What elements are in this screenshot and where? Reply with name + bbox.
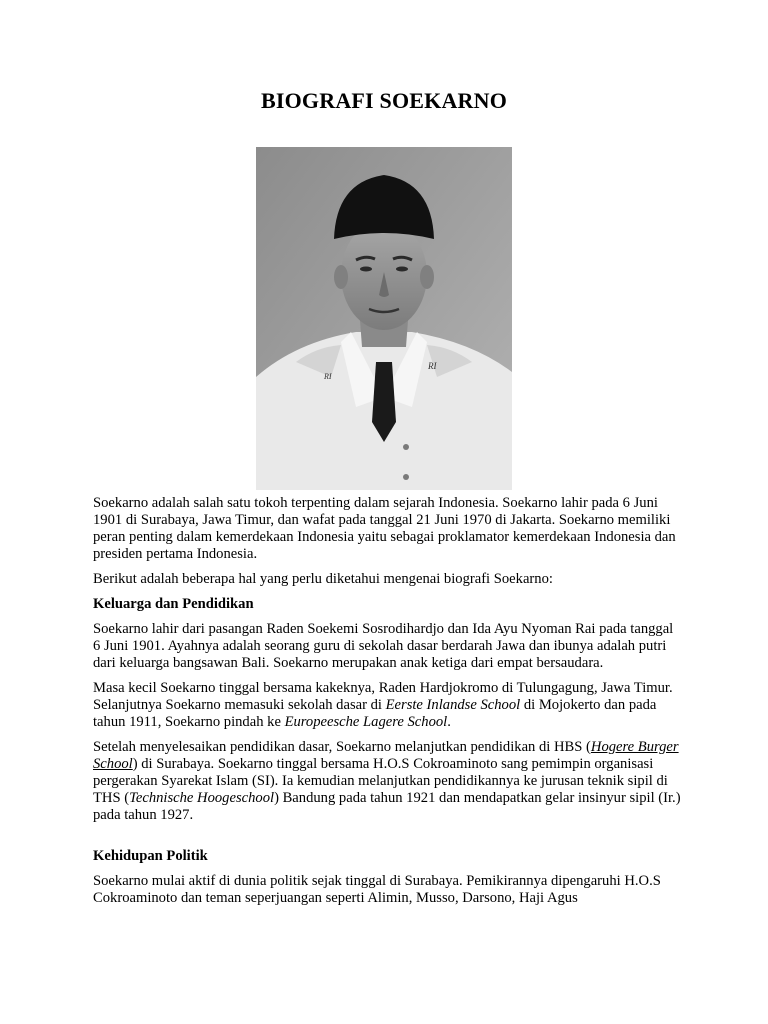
collar-insignia-left: RI bbox=[324, 372, 332, 381]
childhood-paragraph: Masa kecil Soekarno tinggal bersama kakeknya, Raden Hardjokromo di Tulungagung, Jawa Timur. Selanjutnya Soekarno memasuki sekolah dasar di Eerste Inlandse School di Mojokerto dan pada tahun 1911, Soekarno pindah ke Europeesche Lagere School. bbox=[93, 680, 673, 730]
collar-insignia-right: RI bbox=[428, 361, 437, 371]
hbs-link[interactable]: Hogere Burger School bbox=[93, 739, 679, 772]
section-heading-politics: Kehidupan Politik bbox=[93, 848, 208, 864]
education-paragraph: Setelah menyelesaikan pendidikan dasar, Soekarno melanjutkan pendidikan di HBS (Hogere Burger School) di Surabaya. Soekarno tinggal bersama H.O.S Cokroaminoto sang pemimpin organisasi pergerakan Syarekat Islam (SI). Ia kemudian melanjutkan pendidikannya ke jurusan teknik sipil di THS (Technische Hoogeschool) Bandung pada tahun 1921 dan mendapatkan gelar insinyur sipil (Ir.) pada tahun 1927. bbox=[93, 739, 681, 823]
body-text bbox=[93, 495, 683, 915]
portrait-illustration bbox=[256, 147, 512, 490]
family-paragraph: Soekarno lahir dari pasangan Raden Soekemi Sosrodihardjo dan Ida Ayu Nyoman Rai pada tanggal 6 Juni 1901. Ayahnya adalah seorang guru di sekolah dasar berdarah Jawa dan ibunya adalah putri dari keluarga bangsawan Bali. Soekarno merupakan anak ketiga dari empat bersaudara. bbox=[93, 621, 674, 671]
intro-paragraph: Soekarno adalah salah satu tokoh terpenting dalam sejarah Indonesia. Soekarno lahir pada 6 Juni 1901 di Surabaya, Jawa Timur, dan wafat pada tanggal 21 Juni 1970 di Jakarta. Soekarno memiliki peran penting dalam kemerdekaan Indonesia yaitu sebagai proklamator kemerdekaan Indonesia dan presiden pertama Indonesia. bbox=[93, 495, 676, 562]
school-name-europeesche: Europeesche Lagere School bbox=[284, 714, 448, 730]
school-name-ths: Technische Hoogeschool bbox=[129, 790, 275, 806]
portrait-photo bbox=[256, 147, 512, 490]
school-name-eerste: Eerste Inlandse School bbox=[385, 697, 521, 713]
page-title: BIOGRAFI SOEKARNO bbox=[260, 88, 508, 113]
lead-paragraph: Berikut adalah beberapa hal yang perlu diketahui mengenai biografi Soekarno: bbox=[93, 571, 553, 587]
section-heading-family: Keluarga dan Pendidikan bbox=[93, 596, 254, 612]
politics-paragraph: Soekarno mulai aktif di dunia politik sejak tinggal di Surabaya. Pemikirannya dipengaruhi H.O.S Cokroaminoto dan teman seperjuangan seperti Alimin, Musso, Darsono, Haji Agus bbox=[93, 873, 661, 906]
